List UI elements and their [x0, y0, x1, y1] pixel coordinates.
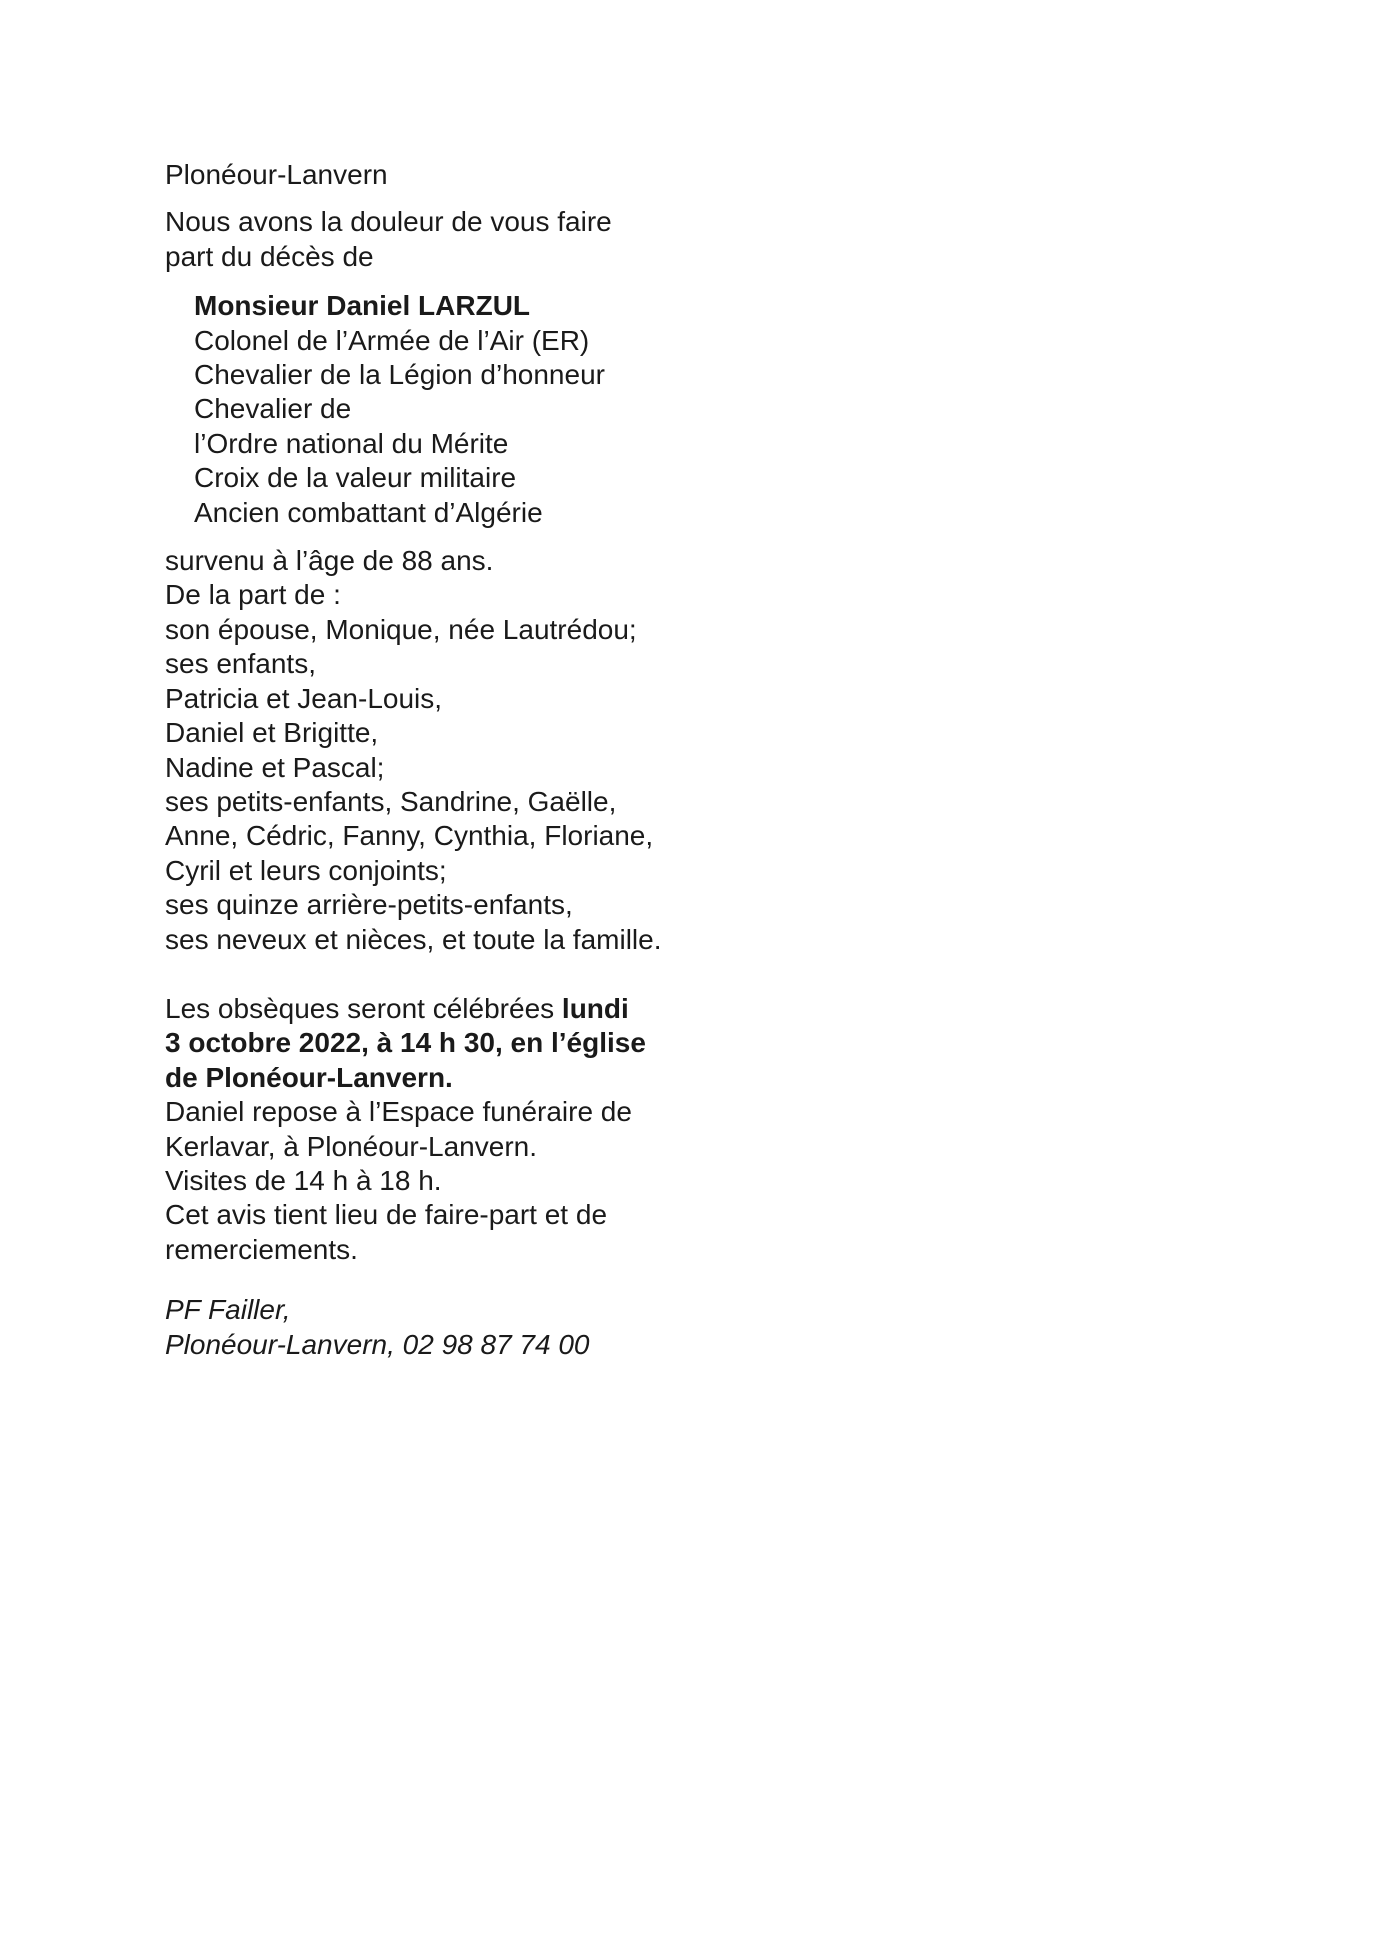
service-intro-text: Les obsèques seront célébrées [165, 992, 562, 1024]
obituary-notice [165, 158, 725, 1362]
family-line: ses petits-enfants, Sandrine, Gaëlle, [165, 785, 617, 817]
deceased-title: Chevalier de la Légion d’honneur [194, 359, 605, 391]
service-day: lundi [561, 992, 629, 1024]
family-line: Daniel et Brigitte, [165, 717, 379, 749]
family-line: ses quinze arrière-petits-enfants, [165, 889, 573, 921]
service-detail-line: remerciements. [165, 1233, 358, 1265]
town-heading: Plonéour-Lanvern [165, 159, 388, 190]
family-line: Patricia et Jean-Louis, [165, 682, 443, 714]
service-line [165, 992, 725, 1026]
deceased-block [165, 289, 725, 530]
family-line: ses enfants, [165, 648, 316, 680]
intro-line: Nous avons la douleur de vous faire [165, 206, 612, 238]
deceased-title: l’Ordre national du Mérite [194, 427, 509, 459]
family-line: De la part de : [165, 579, 341, 611]
service-location: de Plonéour-Lanvern. [165, 1061, 453, 1093]
service-detail-line: Daniel repose à l’Espace funéraire de [165, 1096, 632, 1128]
deceased-title: Colonel de l’Armée de l’Air (ER) [194, 324, 590, 356]
service-detail-line: Kerlavar, à Plonéour-Lanvern. [165, 1130, 537, 1162]
family-line: Nadine et Pascal; [165, 751, 385, 783]
deceased-title: Ancien combattant d’Algérie [194, 496, 543, 528]
funeral-home-block [165, 1293, 725, 1362]
funeral-home-contact: Plonéour-Lanvern, 02 98 87 74 00 [165, 1328, 590, 1360]
family-line: survenu à l’âge de 88 ans. [165, 545, 494, 577]
family-line: ses neveux et nièces, et toute la famille. [165, 923, 662, 955]
family-line: son épouse, Monique, née Lautrédou; [165, 613, 637, 645]
funeral-home-name: PF Failler, [165, 1294, 291, 1326]
intro-line: part du décès de [165, 240, 374, 272]
deceased-title: Croix de la valeur militaire [194, 462, 517, 494]
family-line: Cyril et leurs conjoints; [165, 854, 447, 886]
family-paragraph [165, 544, 725, 957]
service-detail-line: Visites de 14 h à 18 h. [165, 1164, 442, 1196]
deceased-title: Chevalier de [194, 393, 352, 425]
service-paragraph [165, 992, 725, 1267]
service-date-time: 3 octobre 2022, à 14 h 30, en l’église [165, 1027, 646, 1059]
deceased-name: Monsieur Daniel LARZUL [194, 290, 531, 322]
intro-paragraph [165, 205, 725, 274]
service-detail-line: Cet avis tient lieu de faire-part et de [165, 1199, 608, 1231]
family-line: Anne, Cédric, Fanny, Cynthia, Floriane, [165, 820, 654, 852]
